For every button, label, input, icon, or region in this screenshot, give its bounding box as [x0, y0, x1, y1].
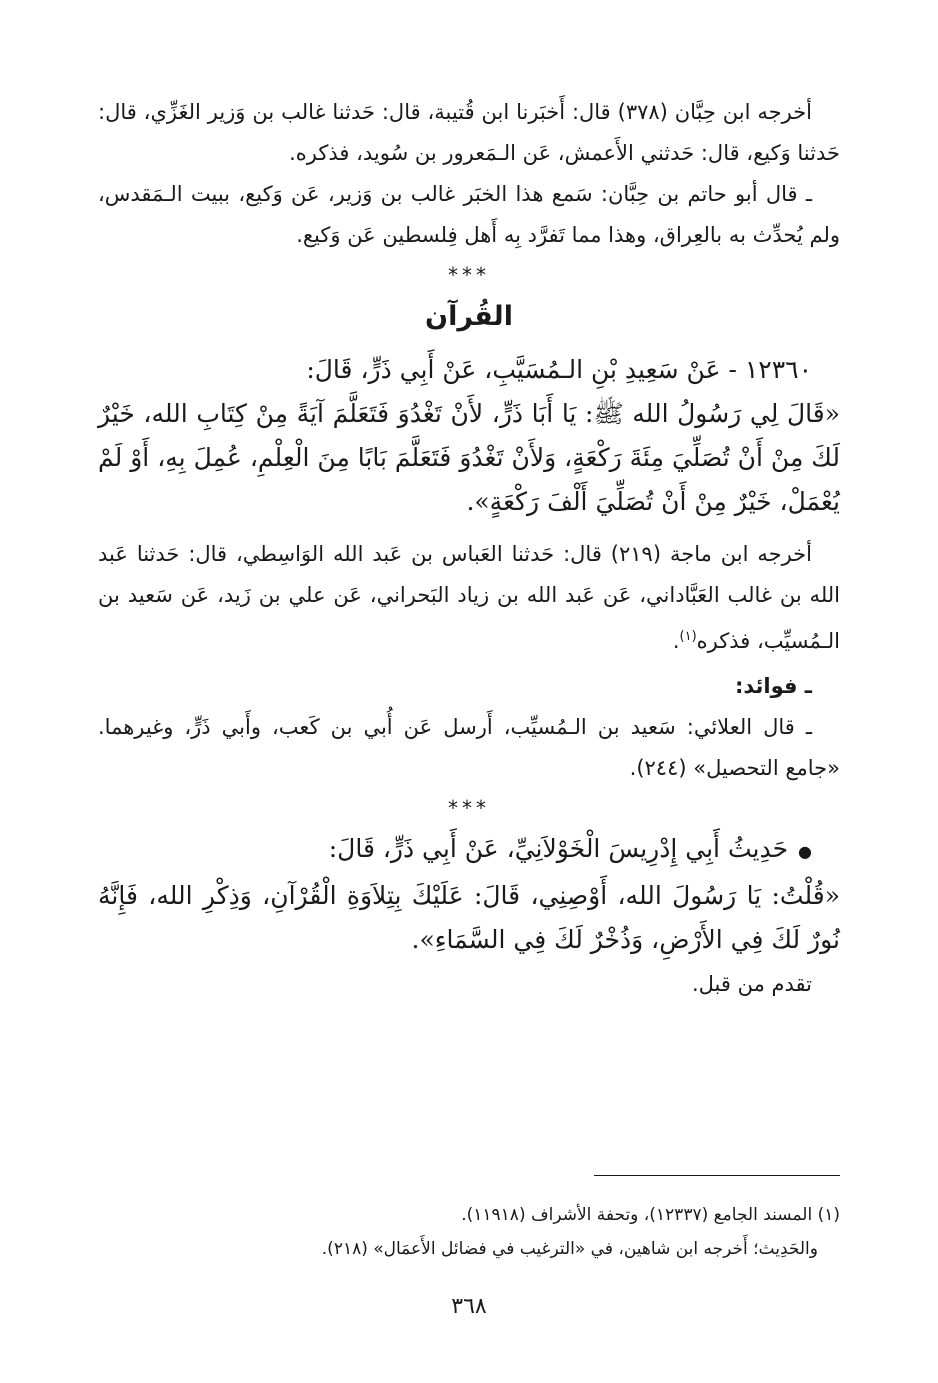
- section-separator: ***: [448, 263, 490, 287]
- fawaid-heading: ـ فوائد:: [734, 674, 812, 698]
- hadith-text: «قَالَ لِي رَسُولُ الله ﷺ: يَا أَبَا ذَرٍّ، لأَنْ تَغْدُوَ فَتَعَلَّمَ آيَةً مِنْ كِتَابِ الله، خَيْرٌ لَكَ مِنْ أَنْ تُصَلِّيَ مِئَةَ رَكْعَةٍ، وَلأَنْ تَغْدُوَ فَتَعَلَّمَ بَابًا مِنَ الْعِلْمِ، عُمِلَ بِهِ، أَوْ لَمْ يُعْمَلْ، خَيْرٌ مِنْ أَنْ تُصَلِّيَ أَلْفَ رَكْعَةٍ».: [98, 399, 840, 516]
- hadith2-header: حَدِيثُ أَبِي إِدْرِيسَ الْخَوْلاَنِيِّ، عَنْ أَبِي ذَرٍّ، قَالَ:: [328, 834, 789, 863]
- footnote-divider: [594, 1175, 840, 1176]
- footnote-2: والحَدِيث؛ أَخرجه ابن شاهين، في «الترغيب في فضائل الأَعمَال» (٢١٨).: [321, 1239, 818, 1259]
- paragraph-previously-mentioned: تقدم من قبل.: [691, 972, 812, 996]
- section-heading: القُرآن: [425, 301, 513, 332]
- paragraph-takhrij-ibn-majah: [98, 534, 840, 662]
- bullet-icon: ●: [798, 842, 812, 861]
- footnote-1: (١) المسند الجامع (١٢٣٣٧)، وتحفة الأشراف (١١٩١٨).: [461, 1205, 840, 1225]
- hadith2-text: «قُلْتُ: يَا رَسُولَ الله، أَوْصِنِي، قَالَ: عَلَيْكَ بِتِلاَوَةِ الْقُرْآنِ، وَذِكْرِ الله، فَإِنَّهُ نُورٌ لَكَ فِي الأَرْضِ، وَذُخْرٌ لَكَ فِي السَّمَاءِ».: [98, 881, 840, 954]
- paragraph-abu-hatim-note: ـ قال أبو حاتم بن حِبَّان: سَمع هذا الخبَر غالب بن وَزير، عَن وَكيع، ببيت الـمَقدس، ولم يُحدِّث به بالعِراق، وهذا مما تَفرَّد بِه أَهل فِلسطين عَن وَكيع.: [98, 182, 840, 247]
- footnote-reference: (١): [679, 629, 697, 644]
- hadith-header: ١٢٣٦٠ - عَنْ سَعِيدِ بْنِ الـمُسَيَّبِ، عَنْ أَبِي ذَرٍّ، قَالَ:: [306, 355, 812, 384]
- takhrij-end: .: [672, 629, 680, 653]
- hadith2-header-line: [98, 827, 840, 874]
- page-number: ٣٦٨: [451, 1294, 487, 1319]
- paragraph-alai-note: ـ قال العلائي: سَعيد بن الـمُسيِّب، أَرسل عَن أُبي بن كَعب، وأَبي ذَرٍّ، وغيرهما. «جامع التحصيل» (٢٤٤).: [98, 715, 840, 780]
- paragraph-takhrij-ibn-hibban: أخرجه ابن حِبَّان (٣٧٨) قال: أَخبَرنا ابن قُتيبة، قال: حَدثنا غالب بن وَزير الغَزِّي، قال: حَدثنا وَكيع، قال: حَدثني الأَعمش، عَن الـمَعرور بن سُويد، فذكره.: [98, 100, 840, 165]
- footnotes: [98, 1198, 840, 1266]
- section-separator-2: ***: [448, 796, 490, 820]
- takhrij-main-text: أخرجه ابن ماجة (٢١٩) قال: حَدثنا العَباس بن عَبد الله الوَاسِطي، قال: حَدثنا عَبد الله بن غالب العَبَّاداني، عَن عَبد الله بن زياد البَحراني، عَن علي بن زَيد، عَن سَعيد بن الـمُسيِّب، فذكره: [98, 542, 840, 653]
- page-body: [98, 92, 840, 1005]
